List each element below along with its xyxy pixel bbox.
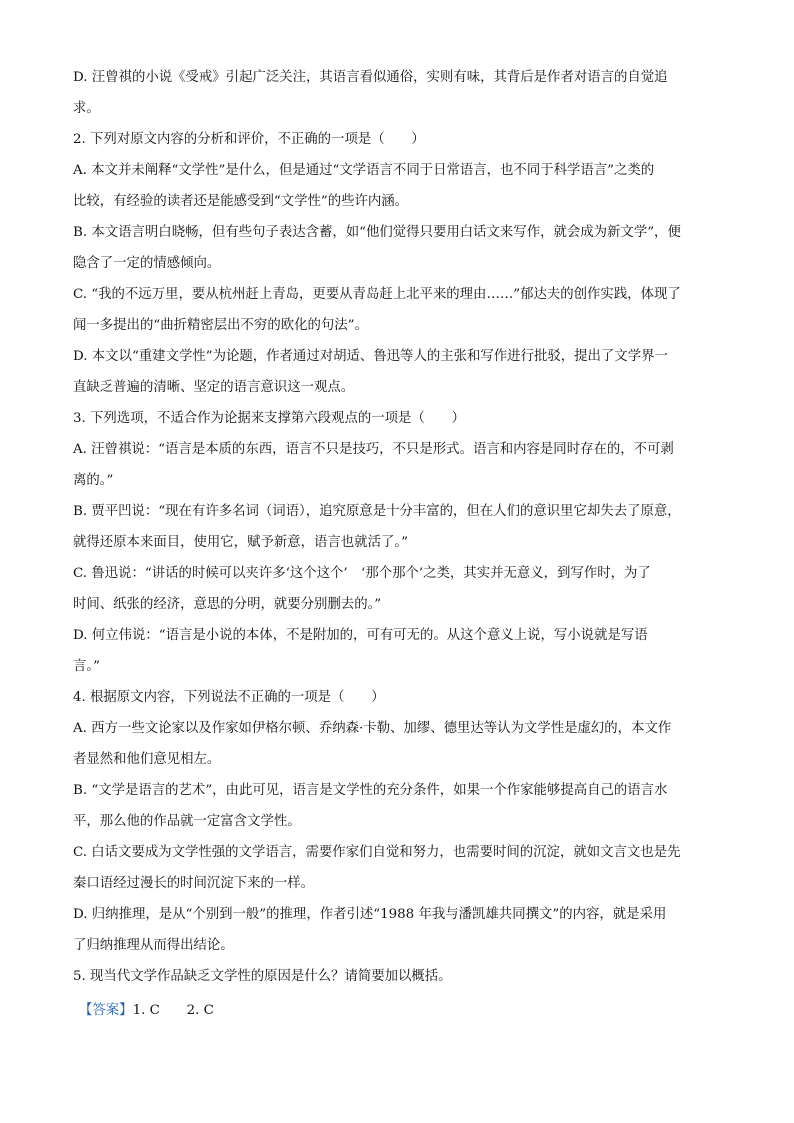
- question-4-stem: 4. 根据原文内容，下列说法不正确的一项是（ ）: [73, 690, 385, 705]
- text-line: 秦口语经过漫长的时间沉淀下来的一样。: [73, 876, 315, 891]
- text-line: B. “文学是语言的艺术”，由此可见，语言是文学性的充分条件，如果一个作家能够提高自己的语言水: [73, 783, 668, 798]
- text-line: 平，那么他的作品就一定富含文学性。: [73, 814, 301, 829]
- text-line: A. 本文并未阐释“文学性”是什么，但是通过“文学语言不同于日常语言，也不同于科学语言”之类的: [73, 163, 655, 178]
- text-line: B. 贾平凹说：“现在有许多名词（词语），追究原意是十分丰富的，但在人们的意识里它却失去了原意，: [73, 504, 681, 519]
- text-line: 比较，有经验的读者还是能感受到“文学性”的些许内涵。: [73, 194, 409, 209]
- text-line: 求。: [73, 101, 100, 116]
- text-line: C. 鲁迅说：“讲话的时候可以夹许多‘这个这个’ ‘那个那个’之类，其实并无意义，到写作时，为了: [73, 566, 651, 581]
- text-line: 时间、纸张的经济，意思的分明，就要分别删去的。”: [73, 597, 382, 612]
- text-line: 直缺乏普遍的清晰、坚定的语言意识这一观点。: [73, 380, 355, 395]
- question-2-stem: 2. 下列对原文内容的分析和评价，不正确的一项是（ ）: [73, 132, 425, 147]
- text-line: A. 西方一些文论家以及作家如伊格尔顿、乔纳森·卡勒、加缪、德里达等认为文学性是虚幻的，本文作: [73, 721, 672, 736]
- answer-items: 1. C 2. C: [132, 1003, 214, 1018]
- text-line: 了归纳推理从而得出结论。: [73, 938, 234, 953]
- text-line: D. 汪曾祺的小说《受戒》引起广泛关注，其语言看似通俗，实则有味，其背后是作者对语言的自觉追: [73, 70, 668, 85]
- text-line: 隐含了一定的情感倾向。: [73, 256, 221, 271]
- text-line: 者显然和他们意见相左。: [73, 752, 221, 767]
- text-line: 就得还原本来面目，使用它，赋予新意，语言也就活了。”: [73, 535, 408, 550]
- text-line: 言。”: [73, 659, 100, 674]
- question-5-stem: 5. 现当代文学作品缺乏文学性的原因是什么？请简要加以概括。: [73, 969, 452, 984]
- text-line: D. 归纳推理，是从“个别到一般”的推理，作者引述“1988 年我与潘凯雄共同撰文”的内容，就是采用: [73, 907, 667, 922]
- text-line: D. 何立伟说：“语言是小说的本体，不是附加的，可有可无的。从这个意义上说，写小说就是写语: [73, 628, 648, 643]
- answer-label: 【答案】: [79, 1003, 133, 1018]
- text-line: A. 汪曾祺说：“语言是本质的东西，语言不只是技巧，不只是形式。语言和内容是同时存在的，不可剥: [73, 442, 674, 457]
- question-3-stem: 3. 下列选项，不适合作为论据来支撑第六段观点的一项是（ ）: [73, 411, 465, 426]
- text-line: C. 白话文要成为文学性强的文学语言，需要作家们自觉和努力，也需要时间的沉淀，就如文言文也是先: [73, 845, 681, 860]
- text-line: 离的。”: [73, 473, 114, 488]
- answer-line: [79, 1001, 708, 1021]
- text-line: 闻一多提出的“曲折精密层出不穷的欧化的句法”。: [73, 318, 368, 333]
- text-line: B. 本文语言明白晓畅，但有些句子表达含蓄，如“他们觉得只要用白话文来写作，就会成为新文学”，便: [73, 225, 681, 240]
- text-line: D. 本文以“重建文学性”为论题，作者通过对胡适、鲁迅等人的主张和写作进行批驳，提出了文学界一: [73, 349, 668, 364]
- text-line: C. “我的不远万里，要从杭州赶上青岛，更要从青岛赶上北平来的理由……”郁达夫的创作实践，体现了: [73, 287, 681, 302]
